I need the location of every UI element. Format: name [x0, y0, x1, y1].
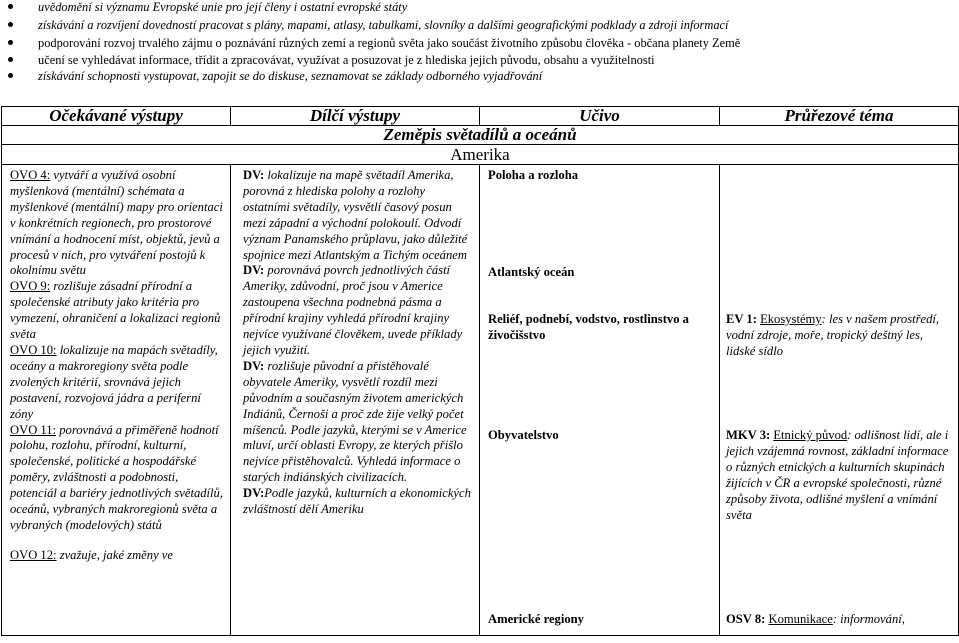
partial-outcome-text: rozlišuje původní a přistěhovalé obyvatele Ameriky, vysvětlí rozdíl mezi původním a současným životem amerických Indiánů, Černoši a proč zde žije velký počet míšenců. Podle jazyků, kterými se v Americe mluví, určí oblasti Evropy, ze kterých přišlo nejvíce přistěhovalců. Vyhledá informace o starých indiánských civilizacích. [243, 358, 467, 485]
outcome-item [10, 168, 224, 279]
list-item-text: učení se vyhledávat informace, třídit a zpracovávat, využívat a posuzovat je z hlediska jejich původu, obsahu a využitelnosti [38, 53, 655, 67]
outcome-item [10, 548, 224, 564]
curriculum-topic: Reliéf, podnebí, vodstvo, rostlinstvo a živočišstvo [488, 312, 689, 342]
cross-topic-code: MKV 3: [726, 428, 771, 442]
partial-outcome-item [243, 486, 473, 518]
bullet-icon [8, 22, 13, 27]
section-title: Zeměpis světadílů a oceánů [2, 126, 959, 145]
cross-topic-link: Etnický původ [773, 428, 848, 442]
curriculum-topic: Americké regiony [488, 612, 584, 626]
cross-curricular-cell [720, 165, 959, 636]
list-item-text: uvědomění si významu Evropské unie pro její členy i ostatní evropské státy [38, 0, 408, 14]
cross-topic-item [726, 612, 954, 628]
partial-outcome-code: DV: [243, 358, 265, 373]
table-row [2, 165, 959, 636]
bullet-icon [8, 40, 13, 45]
outcome-text: rozlišuje zásadní přírodní a společenské atributy jako kritéria pro vymezení, ohraničení a lokalizaci regionů světa [10, 279, 221, 342]
cross-topic-text: : les v našem prostředí, vodní zdroje, moře, tropický deštný les, lidské sídlo [726, 312, 940, 358]
header-cross-curricular-topic: Průřezové téma [720, 107, 959, 126]
curriculum-topic: Atlantský oceán [488, 265, 575, 279]
list-item-text: podporování rozvoj trvalého zájmu o poznávání různých zemí a regionů světa jako součást životního způsobu člověka - občana planety Země [38, 36, 741, 50]
outcome-item [10, 423, 224, 534]
outcome-item [10, 343, 224, 423]
cross-topic-link: Komunikace [768, 612, 833, 626]
bullet-icon [8, 57, 13, 62]
cross-topic-text: : informování, [832, 612, 905, 626]
partial-outcome-code: DV: [243, 486, 265, 501]
outcome-text: porovnává a přiměřeně hodnotí polohu, rozlohu, přírodní, kulturní, společenské, politické a hospodářské poměry, zvláštnosti a podobnosti, potenciál a bariéry jednotlivých světadílů, oceánů, vybraných makroregionů světa a vybraných (modelových) států [10, 422, 223, 532]
bullet-icon [8, 73, 13, 78]
outcome-text: lokalizuje na mapách světadíly, oceány a makroregiony světa podle zvolených kritérií, srovnává jejich postavení, rozvojová jádra a periferní zóny [10, 342, 218, 421]
table-header-row [2, 107, 959, 126]
outcome-code: OVO 12: [10, 547, 57, 562]
curriculum-topic: Obyvatelstvo [488, 428, 559, 442]
subsection-title: Amerika [2, 145, 959, 165]
outcome-text: vytváří a využívá osobní myšlenková (mentální) schémata a myšlenkové (mentální) mapy pro orientaci v konkrétních regionech, pro prostorové vnímání a hodnocení míst, objektů, jevů a procesů v nich, pro vytváření postojů k okolnímu světu [10, 168, 223, 278]
outcome-code: OVO 10: [10, 342, 57, 357]
list-item-text: získávání schopnosti vystupovat, zapojit se do diskuse, seznamovat se základy odborného vyjadřování [38, 69, 543, 83]
header-curriculum: Učivo [480, 107, 720, 126]
outcome-code: OVO 11: [10, 422, 57, 437]
list-item-text: získávání a rozvíjení dovedností pracovat s plány, mapami, atlasy, tabulkami, slovníky a dalšími geografickými podklady a zdroji informací [38, 18, 729, 32]
section-title-row [2, 126, 959, 145]
partial-outcome-text: porovnává povrch jednotlivých částí Ameriky, zdůvodní, proč jsou v Americe zastoupena všechna podnebná pásma a přírodní krajiny vyhledá přírodní krajiny nejvíce využívané člověkem, uvede příklady jejich využití. [243, 263, 463, 357]
curriculum-table [1, 106, 959, 636]
partial-outcome-item [243, 168, 473, 263]
outcome-code: OVO 9: [10, 279, 51, 294]
outcome-code: OVO 4: [10, 168, 51, 182]
cross-topic-item [726, 312, 954, 360]
cross-topic-text: : odlišnost lidí, ale i jejich vzájemná rovnost, základní informace o různých etnických a kulturních skupinách žijících v ČR a evropské společnosti, různé způsoby života, odlišné myšlení a vnímání světa [726, 428, 949, 522]
outcome-item [10, 279, 224, 343]
header-expected-outcomes: Očekávané výstupy [2, 107, 231, 126]
expected-outcomes-cell [2, 165, 231, 636]
cross-topic-code: EV 1: [726, 312, 757, 326]
subsection-title-row [2, 145, 959, 165]
curriculum-cell [480, 165, 720, 636]
cross-topic-code: OSV 8: [726, 612, 766, 626]
outcome-text: zvažuje, jaké změny ve [59, 547, 173, 562]
partial-outcome-item [243, 359, 473, 486]
partial-outcome-text: Podle jazyků, kulturních a ekonomických zvláštností dělí Ameriku [243, 486, 471, 517]
cross-topic-item [726, 428, 954, 523]
partial-outcome-code: DV: [243, 168, 265, 182]
curriculum-topic: Poloha a rozloha [488, 168, 579, 182]
partial-outcome-item [243, 263, 473, 358]
cross-topic-link: Ekosystémy [760, 312, 822, 326]
partial-outcome-code: DV: [243, 263, 265, 278]
header-partial-outcomes: Dílčí výstupy [231, 107, 480, 126]
partial-outcome-text: lokalizuje na mapě světadíl Amerika, porovná z hlediska polohy a rozlohy ostatními světadíly, vysvětlí časový posun mezi západní a východní polokoulí. Odvodí význam Panamského průplavu, jako důležité spojnice mezi Atlantským a Tichým oceánem [243, 168, 468, 262]
bullet-icon [8, 4, 13, 9]
partial-outcomes-cell [231, 165, 480, 636]
